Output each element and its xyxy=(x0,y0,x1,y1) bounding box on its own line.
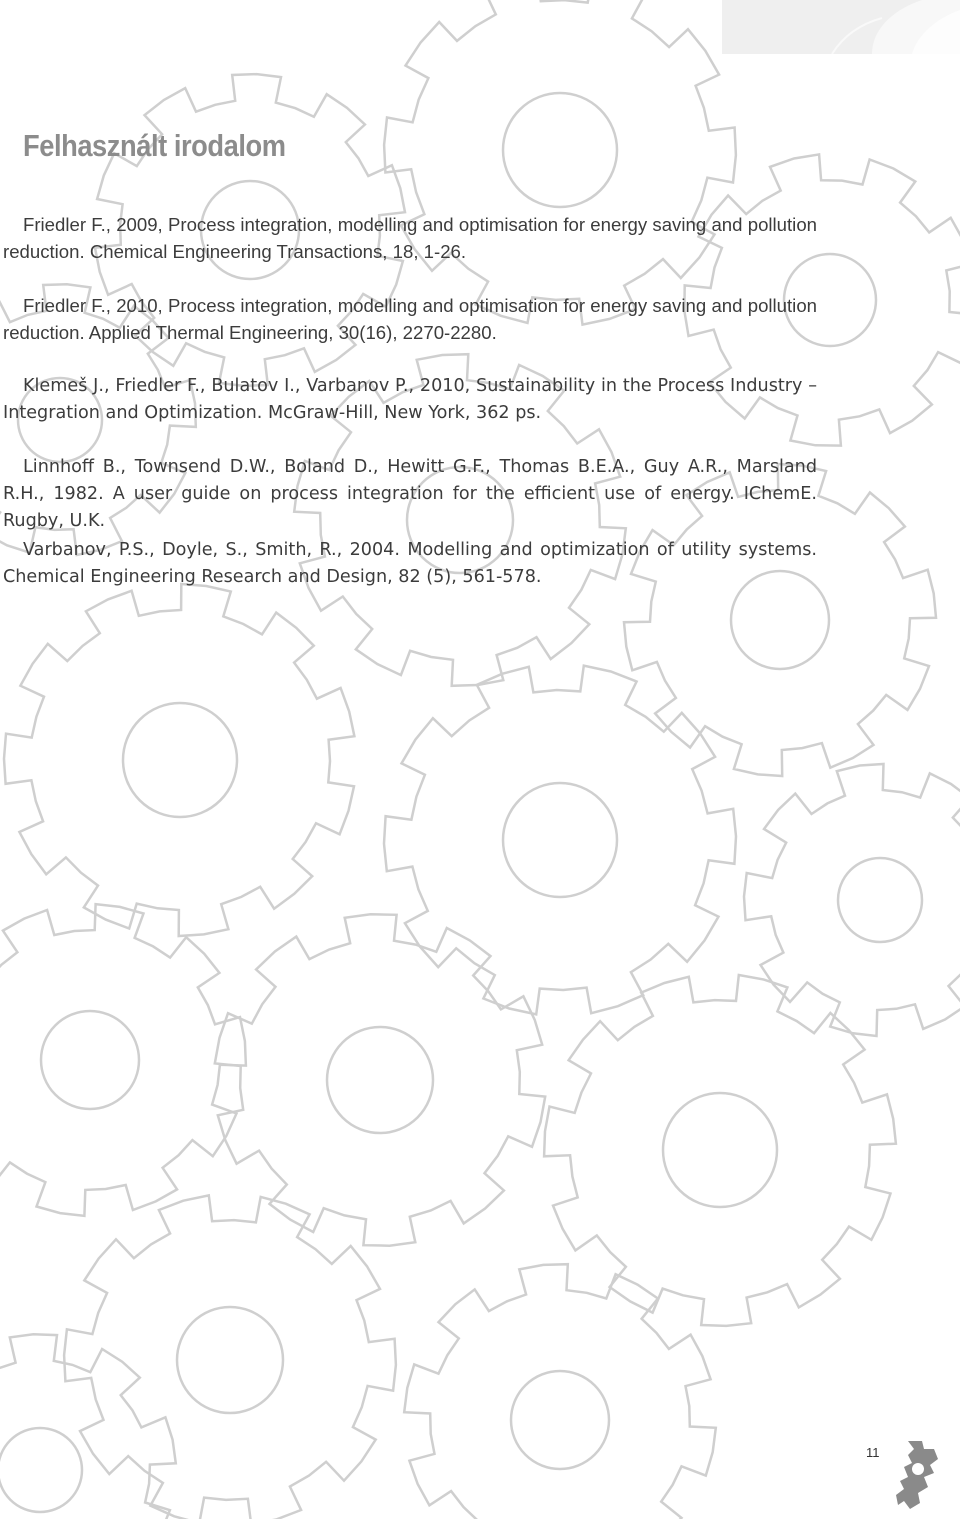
gear-hub-outline xyxy=(503,783,617,897)
gear-outline xyxy=(404,1264,716,1519)
page-number: 11 xyxy=(866,1445,880,1460)
gear-hub-outline xyxy=(511,1371,609,1469)
gear-hub-outline xyxy=(663,1093,777,1207)
gear-hub-outline xyxy=(177,1307,283,1413)
corner-decoration xyxy=(722,0,960,54)
reference-item: Friedler F., 2009, Process integration, modelling and optimisation for energy saving and pollution reduction. Chemical Engineering Transactions, 18, 1-26. xyxy=(3,214,817,262)
reference-item: Klemeš J., Friedler F., Bulatov I., Varbanov P., 2010, Sustainability in the Process Industry – Integration and Optimization. McGraw-Hill, New York, 362 ps. xyxy=(3,376,817,423)
gear-hub-outline xyxy=(0,1428,82,1512)
gear-hub-outline xyxy=(503,93,617,207)
gear-logo-icon xyxy=(894,1437,940,1513)
reference-item: Friedler F., 2010, Process integration, modelling and optimisation for energy saving and pollution reduction. Applied Thermal Engineering, 30(16), 2270-2280. xyxy=(3,295,817,343)
gear-outline xyxy=(544,975,896,1326)
gear-hub-outline xyxy=(838,858,922,942)
gear-hub-outline xyxy=(327,1027,433,1133)
gear-outline xyxy=(384,0,736,325)
gear-outline xyxy=(4,584,354,936)
page-title: Felhasznált irodalom xyxy=(23,128,286,163)
gear-outline xyxy=(384,666,736,1015)
gear-outline xyxy=(744,764,960,1036)
gear-outline xyxy=(215,914,545,1245)
gear-hub-outline xyxy=(123,703,237,817)
reference-item: Linnhoff B., Townsend D.W., Boland D., Hewitt G.F., Thomas B.E.A., Guy A.R., Marsland R.H., 1982. A user guide on process integration for the efficient use of energy. IChemE. Rugby, U.K. xyxy=(3,457,817,531)
gear-outline xyxy=(0,904,246,1216)
gear-hub-outline xyxy=(41,1011,139,1109)
reference-item: Varbanov, P.S., Doyle, S., Smith, R., 2004. Modelling and optimization of utility systems. Chemical Engineering Research and Design, 82 (5), 561-578. xyxy=(3,540,817,587)
